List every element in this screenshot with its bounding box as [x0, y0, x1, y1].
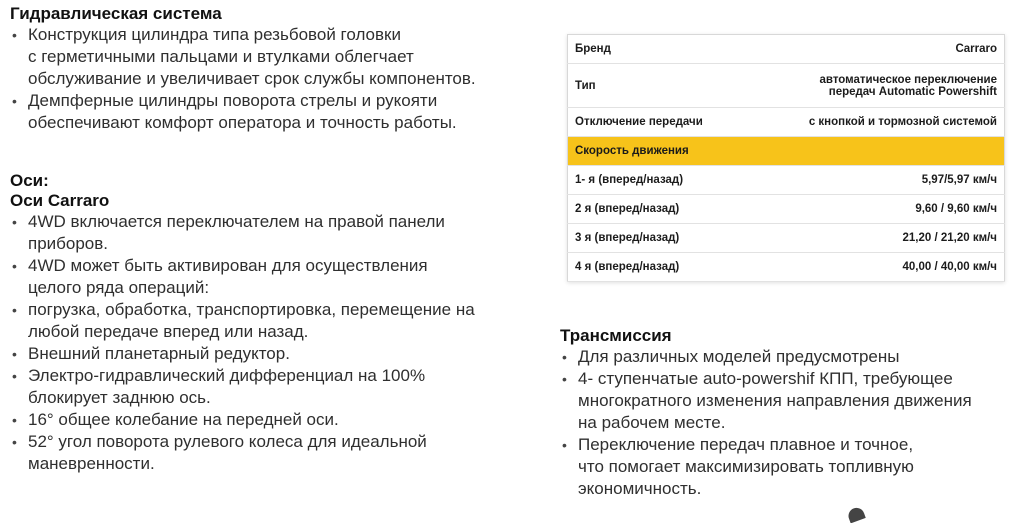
spec-label: 2 я (вперед/назад) [568, 195, 748, 224]
list-item: • Для различных моделей предусмотрены [560, 346, 1020, 368]
table-row [568, 253, 1005, 282]
spec-label: Отключение передачи [568, 108, 748, 137]
spec-value: Carraro [748, 35, 1005, 64]
table-row [568, 224, 1005, 253]
list-item: • 4- ступенчатые auto-powershif КПП, требующее многократного изменения направления движения на рабочем месте. [560, 368, 1020, 434]
decorative-shape [846, 506, 865, 523]
table-section-row [568, 137, 1005, 166]
transmission-list [560, 346, 1020, 500]
left-column [10, 4, 530, 475]
table-row [568, 35, 1005, 64]
list-item: • 16° общее колебание на передней оси. [10, 409, 530, 431]
list-item: • 52° угол поворота рулевого колеса для идеальной маневренности. [10, 431, 530, 475]
table-row [568, 195, 1005, 224]
table-row [568, 108, 1005, 137]
axles-list [10, 211, 530, 475]
list-item: • Электро-гидравлический дифференциал на 100% блокирует заднюю ось. [10, 365, 530, 409]
axles-subtitle: Оси Carraro [10, 191, 110, 210]
spec-value: 5,97/5,97 км/ч [748, 166, 1005, 195]
list-item: • Внешний планетарный редуктор. [10, 343, 530, 365]
table-row [568, 166, 1005, 195]
hydraulics-title: Гидравлическая система [10, 4, 222, 23]
right-column [560, 326, 1020, 500]
list-item: • погрузка, обработка, транспортировка, перемещение на любой передаче вперед или назад. [10, 299, 530, 343]
transmission-title: Трансмиссия [560, 326, 672, 345]
spec-table [567, 34, 1005, 282]
table-row [568, 64, 1005, 108]
list-item: • Демпферные цилиндры поворота стрелы и рукояти обеспечивают комфорт оператора и точность работы. [10, 90, 530, 134]
list-item: • Конструкция цилиндра типа резьбовой головки с герметичными пальцами и втулками облегчает обслуживание и увеличивает срок службы компонентов. [10, 24, 530, 90]
spec-value: с кнопкой и тормозной системой [748, 108, 1005, 137]
spec-value: автоматическое переключение передач Automatic Powershift [748, 64, 1005, 108]
spec-value: 21,20 / 21,20 км/ч [748, 224, 1005, 253]
spec-label: 1- я (вперед/назад) [568, 166, 748, 195]
spec-section-label: Скорость движения [568, 137, 1005, 166]
hydraulics-list [10, 24, 530, 134]
spec-value: 40,00 / 40,00 км/ч [748, 253, 1005, 282]
list-item: • 4WD может быть активирован для осуществления целого ряда операций: [10, 255, 530, 299]
spec-label: Бренд [568, 35, 748, 64]
axles-title: Оси: [10, 171, 49, 190]
spec-value: 9,60 / 9,60 км/ч [748, 195, 1005, 224]
list-item: • Переключение передач плавное и точное, что помогает максимизировать топливную экономичность. [560, 434, 1020, 500]
spec-label: 4 я (вперед/назад) [568, 253, 748, 282]
list-item: • 4WD включается переключателем на правой панели приборов. [10, 211, 530, 255]
spec-label: 3 я (вперед/назад) [568, 224, 748, 253]
spec-label: Тип [568, 64, 748, 108]
